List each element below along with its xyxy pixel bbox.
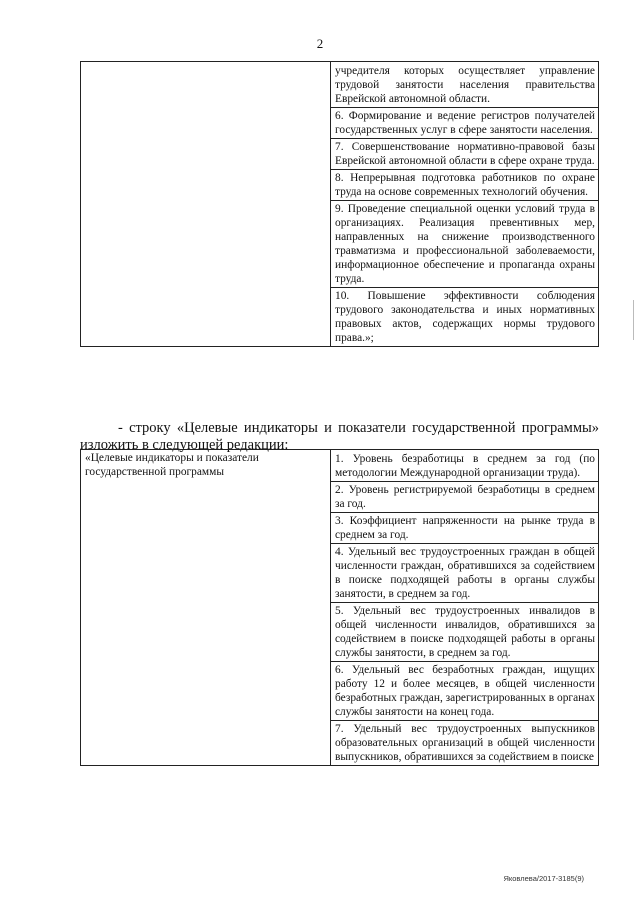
table1-item: 9. Проведение специальной оценки условий труда в организациях. Реализация превентивных мер, направленных на снижение производственного травматизма и профессиональной заболеваемости, информационное обеспечение и пропаганда охраны труда. [331, 201, 598, 288]
table2-right-cell [331, 450, 599, 766]
table2-item: 4. Удельный вес трудоустроенных граждан в общей численности граждан, обратившихся за содействием в поиске подходящей работы в органы службы занятости, в среднем за год. [331, 544, 598, 603]
table2-item: 6. Удельный вес безработных граждан, ищущих работу 12 и более месяцев, в общей численности безработных граждан, зарегистрированных в органах службы занятости на конец года. [331, 662, 598, 721]
table2-item: 2. Уровень регистрируемой безработицы в среднем за год. [331, 482, 598, 513]
indicators-heading: «Целевые индикаторы и показатели государственной программы [85, 452, 259, 478]
table1-right-cell [331, 62, 599, 347]
page-number: 2 [316, 36, 324, 51]
table2-item: 3. Коэффициент напряженности на рынке труда в среднем за год. [331, 513, 598, 544]
margin-mark [633, 300, 634, 340]
table1-left-cell [81, 62, 331, 347]
table1-item: 8. Непрерывная подготовка работников по охране труда на основе современных технологий обучения. [331, 170, 598, 201]
table2-left-cell [81, 450, 331, 766]
table1-item: 10. Повышение эффективности соблюдения трудового законодательства и иных нормативных правовых актов, содержащих нормы трудового права.»; [335, 290, 595, 344]
document-footer-code: Яковлева/2017-3185(9) [503, 874, 584, 883]
continuation-table [80, 61, 599, 347]
table2-item: 5. Удельный вес трудоустроенных инвалидов в общей численности инвалидов, обратившихся за содействием в поиске подходящей работы в органы службы занятости, в среднем за год. [331, 603, 598, 662]
table1-item: 6. Формирование и ведение регистров получателей государственных услуг в сфере занятости населения. [331, 108, 598, 139]
amendment-text: - строку «Целевые индикаторы и показатели государственной программы» изложить в следующей редакции: [80, 420, 599, 453]
table2-item: 7. Удельный вес трудоустроенных выпускников образовательных организаций в общей численности выпускников, обратившихся за содействием в поиске [335, 723, 595, 763]
indicators-table [80, 449, 599, 766]
table1-item: 7. Совершенствование нормативно-правовой базы Еврейской автономной области в сфере охране труда. [331, 139, 598, 170]
table2-item: 1. Уровень безработицы в среднем за год (по методологии Международной организации труда). [331, 451, 598, 482]
table1-item: учредителя которых осуществляет управление трудовой занятости населения правительства Еврейской автономной области. [331, 63, 598, 108]
